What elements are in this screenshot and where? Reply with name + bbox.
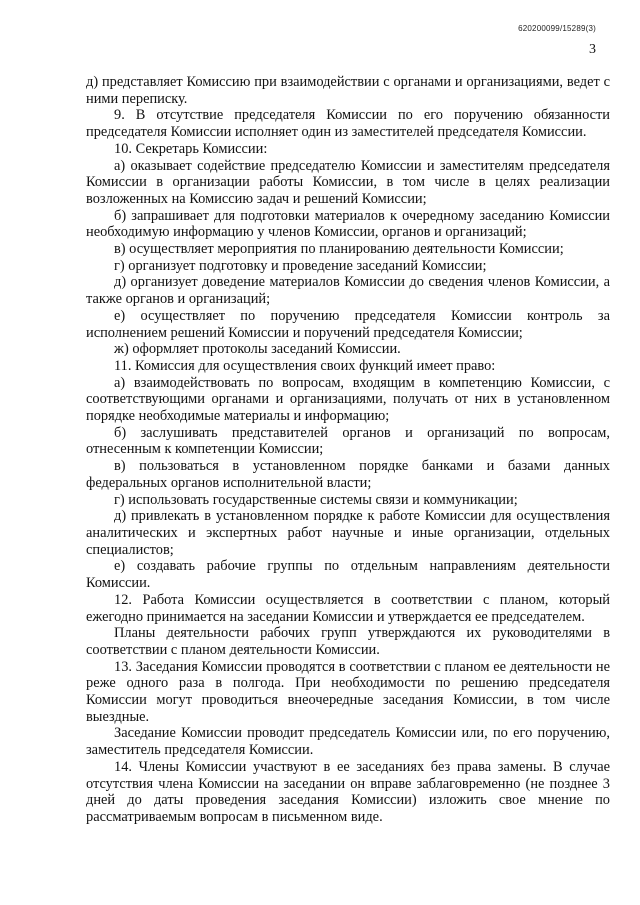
paragraph: 13. Заседания Комиссии проводятся в соответствии с планом ее деятельности не реже одного раза в полгода. При необходимости по решению председателя Комиссии могут проводиться внеочередные заседания Комиссии, в том числе выездные. xyxy=(86,658,610,725)
paragraph: а) оказывает содействие председателю Комиссии и заместителям председателя Комиссии в организации работы Комиссии, в том числе в целях реализации возложенных на Комиссию задач и решений Комиссии; xyxy=(86,157,610,207)
paragraph: е) создавать рабочие группы по отдельным направлениям деятельности Комиссии. xyxy=(86,558,610,592)
paragraph: б) запрашивает для подготовки материалов к очередному заседанию Комиссии необходимую информацию у членов Комиссии, органов и организаций; xyxy=(86,207,610,241)
document-code: 620200099/15289(3) xyxy=(518,24,596,33)
paragraph: в) пользоваться в установленном порядке банками и базами данных федеральных органов исполнительной власти; xyxy=(86,458,610,491)
paragraph: а) взаимодействовать по вопросам, входящим в компетенцию Комиссии, с соответствующими органами и организациями, получать от них в установленном порядке необходимые материалы и информацию; xyxy=(86,374,610,425)
paragraph: 9. В отсутствие председателя Комиссии по его поручению обязанности председателя Комиссии исполняет один из заместителей председателя Комиссии. xyxy=(86,107,610,141)
paragraph: д) привлекать в установленном порядке к работе Комиссии для осуществления аналитических и экспертных работ научные и иные организации, отдельных специалистов; xyxy=(86,508,610,558)
page-number: 3 xyxy=(589,42,596,57)
paragraph: 14. Члены Комиссии участвуют в ее заседаниях без права замены. В случае отсутствия члена Комиссии на заседании он вправе заблаговременно (не позднее 3 дней до даты проведения заседания Комиссии) изложить свое мнение по рассматриваемым вопросам в письменном виде. xyxy=(86,758,610,825)
paragraph: в) осуществляет мероприятия по планированию деятельности Комиссии; xyxy=(114,241,564,258)
paragraph: г) использовать государственные системы связи и коммуникации; xyxy=(114,491,518,508)
document-body xyxy=(86,74,610,826)
paragraph: ж) оформляет протоколы заседаний Комиссии. xyxy=(114,341,401,358)
paragraph: е) осуществляет по поручению председателя Комиссии контроль за исполнением решений Комиссии и поручений председателя Комиссии; xyxy=(86,307,610,341)
paragraph: 10. Секретарь Комиссии: xyxy=(114,140,268,157)
paragraph: г) организует подготовку и проведение заседаний Комиссии; xyxy=(114,257,487,274)
paragraph: 12. Работа Комиссии осуществляется в соответствии с планом, который ежегодно принимается на заседании Комиссии и утверждается ее председателем. xyxy=(86,591,610,625)
paragraph: д) организует доведение материалов Комиссии до сведения членов Комиссии, а также органов и организаций; xyxy=(86,274,610,308)
paragraph: д) представляет Комиссию при взаимодействии с органами и организациями, ведет с ними переписку. xyxy=(86,74,610,107)
paragraph: б) заслушивать представителей органов и организаций по вопросам, отнесенным к компетенции Комиссии; xyxy=(86,424,610,458)
paragraph: Планы деятельности рабочих групп утверждаются их руководителями в соответствии с планом деятельности Комиссии. xyxy=(86,625,610,658)
paragraph: Заседание Комиссии проводит председатель Комиссии или, по его поручению, заместитель председателя Комиссии. xyxy=(86,725,610,759)
paragraph: 11. Комиссия для осуществления своих функций имеет право: xyxy=(114,357,496,374)
